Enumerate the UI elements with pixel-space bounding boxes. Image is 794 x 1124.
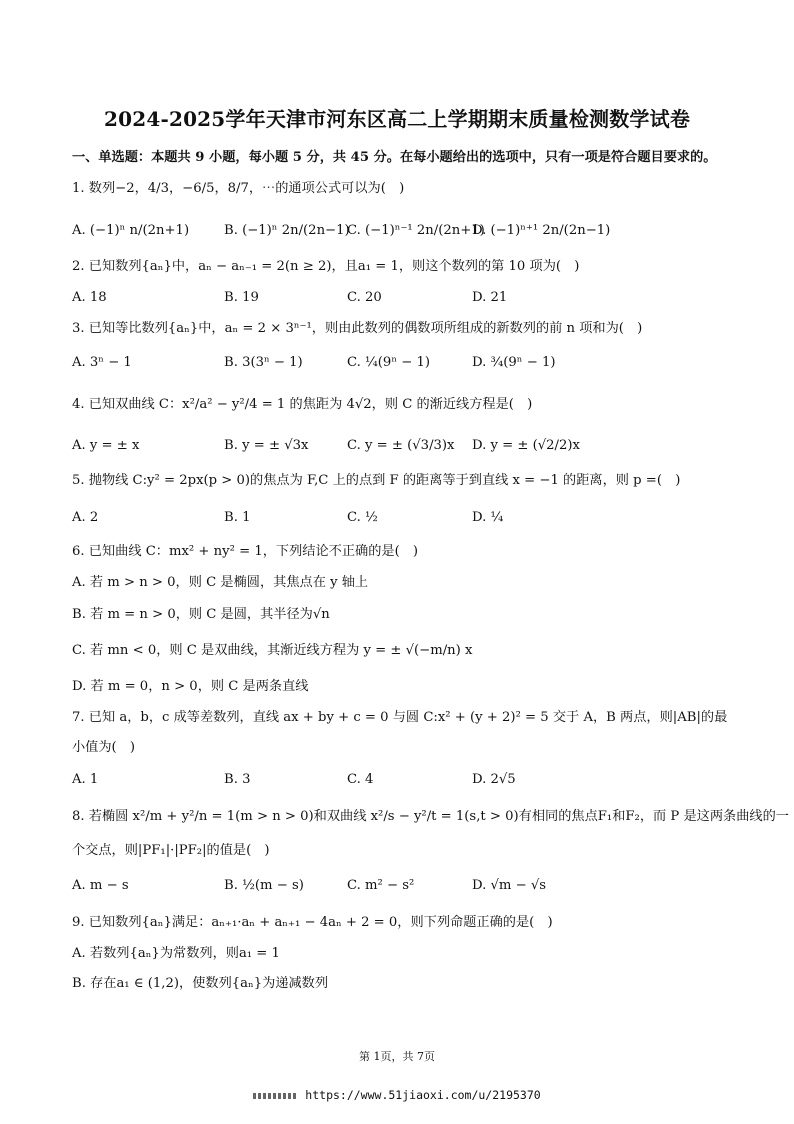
question-7-option-a: A. 1 <box>72 772 99 787</box>
question-7-option-c: C. 4 <box>347 772 374 787</box>
question-9-stem: 9. 已知数列{aₙ}满足：aₙ₊₁·aₙ + aₙ₊₁ − 4aₙ + 2 = 0，则下列命题正确的是( ) <box>72 915 553 930</box>
question-6-stem: 6. 已知曲线 C：mx² + ny² = 1，下列结论不正确的是( ) <box>72 544 419 559</box>
question-8-stem-line-2: 个交点，则|PF₁|·|PF₂|的值是( ) <box>72 843 270 858</box>
question-5-stem: 5. 抛物线 C:y² = 2px(p > 0)的焦点为 F,C 上的点到 F 的距离等于到直线 x = −1 的距离，则 p =( ) <box>72 473 681 488</box>
question-5-option-b: B. 1 <box>224 510 251 525</box>
question-2-stem: 2. 已知数列{aₙ}中，aₙ − aₙ₋₁ = 2(n ≥ 2)，且a₁ = 1，则这个数列的第 10 项为( ) <box>72 259 580 274</box>
question-4-option-d: D. y = ± (√2/2)x <box>472 438 580 453</box>
question-2-option-c: C. 20 <box>347 290 382 305</box>
question-9-option-b: B. 存在a₁ ∈ (1,2)，使数列{aₙ}为递减数列 <box>72 976 329 991</box>
question-3-option-a: A. 3ⁿ − 1 <box>72 355 132 370</box>
question-1-option-a: A. (−1)ⁿ n/(2n+1) <box>72 223 190 238</box>
question-3-option-c: C. ¼(9ⁿ − 1) <box>347 355 430 370</box>
question-8-option-b: B. ½(m − s) <box>224 878 304 893</box>
question-1-stem: 1. 数列−2，4/3，−6/5，8/7，⋯的通项公式可以为( ) <box>72 181 405 196</box>
question-4-option-a: A. y = ± x <box>72 438 140 453</box>
question-8-option-d: D. √m − √s <box>472 878 546 893</box>
question-4-option-b: B. y = ± √3x <box>224 438 309 453</box>
question-2-option-b: B. 19 <box>224 290 259 305</box>
question-8-option-a: A. m − s <box>72 878 129 893</box>
question-6-option-c: C. 若 mn < 0，则 C 是双曲线，其渐近线方程为 y = ± √(−m/n) x <box>72 643 473 658</box>
question-1-option-b: B. (−1)ⁿ 2n/(2n−1) <box>224 223 350 238</box>
question-6-option-b: B. 若 m = n > 0，则 C 是圆，其半径为√n <box>72 607 330 622</box>
question-4-stem: 4. 已知双曲线 C：x²/a² − y²/4 = 1 的焦距为 4√2，则 C 的渐近线方程是( ) <box>72 397 533 412</box>
question-7-option-b: B. 3 <box>224 772 251 787</box>
question-3-stem: 3. 已知等比数列{aₙ}中，aₙ = 2 × 3ⁿ⁻¹，则由此数列的偶数项所组成的新数列的前 n 项和为( ) <box>72 321 643 336</box>
section-heading: 一、单选题：本题共 9 小题，每小题 5 分，共 45 分。在每小题给出的选项中，只有一项是符合题目要求的。 <box>72 150 717 165</box>
question-7-stem-line-2: 小值为( ) <box>72 740 136 755</box>
question-5-option-a: A. 2 <box>72 510 99 525</box>
question-7-stem-line-1: 7. 已知 a，b，c 成等差数列，直线 ax + by + c = 0 与圆 C:x² + (y + 2)² = 5 交于 A，B 两点，则|AB|的最 <box>72 710 728 725</box>
question-5-option-d: D. ¼ <box>472 510 504 525</box>
question-3-option-d: D. ¾(9ⁿ − 1) <box>472 355 556 370</box>
question-2-option-d: D. 21 <box>472 290 508 305</box>
question-4-option-c: C. y = ± (√3/3)x <box>347 438 455 453</box>
question-6-option-d: D. 若 m = 0，n > 0，则 C 是两条直线 <box>72 679 309 694</box>
question-7-option-d: D. 2√5 <box>472 772 516 787</box>
question-3-option-b: B. 3(3ⁿ − 1) <box>224 355 303 370</box>
question-9-option-a: A. 若数列{aₙ}为常数列，则a₁ = 1 <box>72 946 280 961</box>
question-5-option-c: C. ½ <box>347 510 378 525</box>
question-1-option-c: C. (−1)ⁿ⁻¹ 2n/(2n+1) <box>347 223 485 238</box>
page-title: 2024-2025学年天津市河东区高二上学期期末质量检测数学试卷 <box>103 107 691 131</box>
source-url-line <box>0 1088 794 1102</box>
source-url: https://www.51jiaoxi.com/u/2195370 <box>305 1088 541 1102</box>
question-8-option-c: C. m² − s² <box>347 878 415 893</box>
watermark-icon <box>253 1093 297 1099</box>
question-6-option-a: A. 若 m > n > 0，则 C 是椭圆，其焦点在 y 轴上 <box>72 575 369 590</box>
question-8-stem-line-1: 8. 若椭圆 x²/m + y²/n = 1(m > n > 0)和双曲线 x²/s − y²/t = 1(s,t > 0)有相同的焦点F₁和F₂，而 P 是这两条曲线的一 <box>72 809 789 824</box>
question-1-option-d: D. (−1)ⁿ⁺¹ 2n/(2n−1) <box>472 223 611 238</box>
question-2-option-a: A. 18 <box>72 290 107 305</box>
page-footer: 第 1页，共 7页 <box>359 1050 435 1063</box>
